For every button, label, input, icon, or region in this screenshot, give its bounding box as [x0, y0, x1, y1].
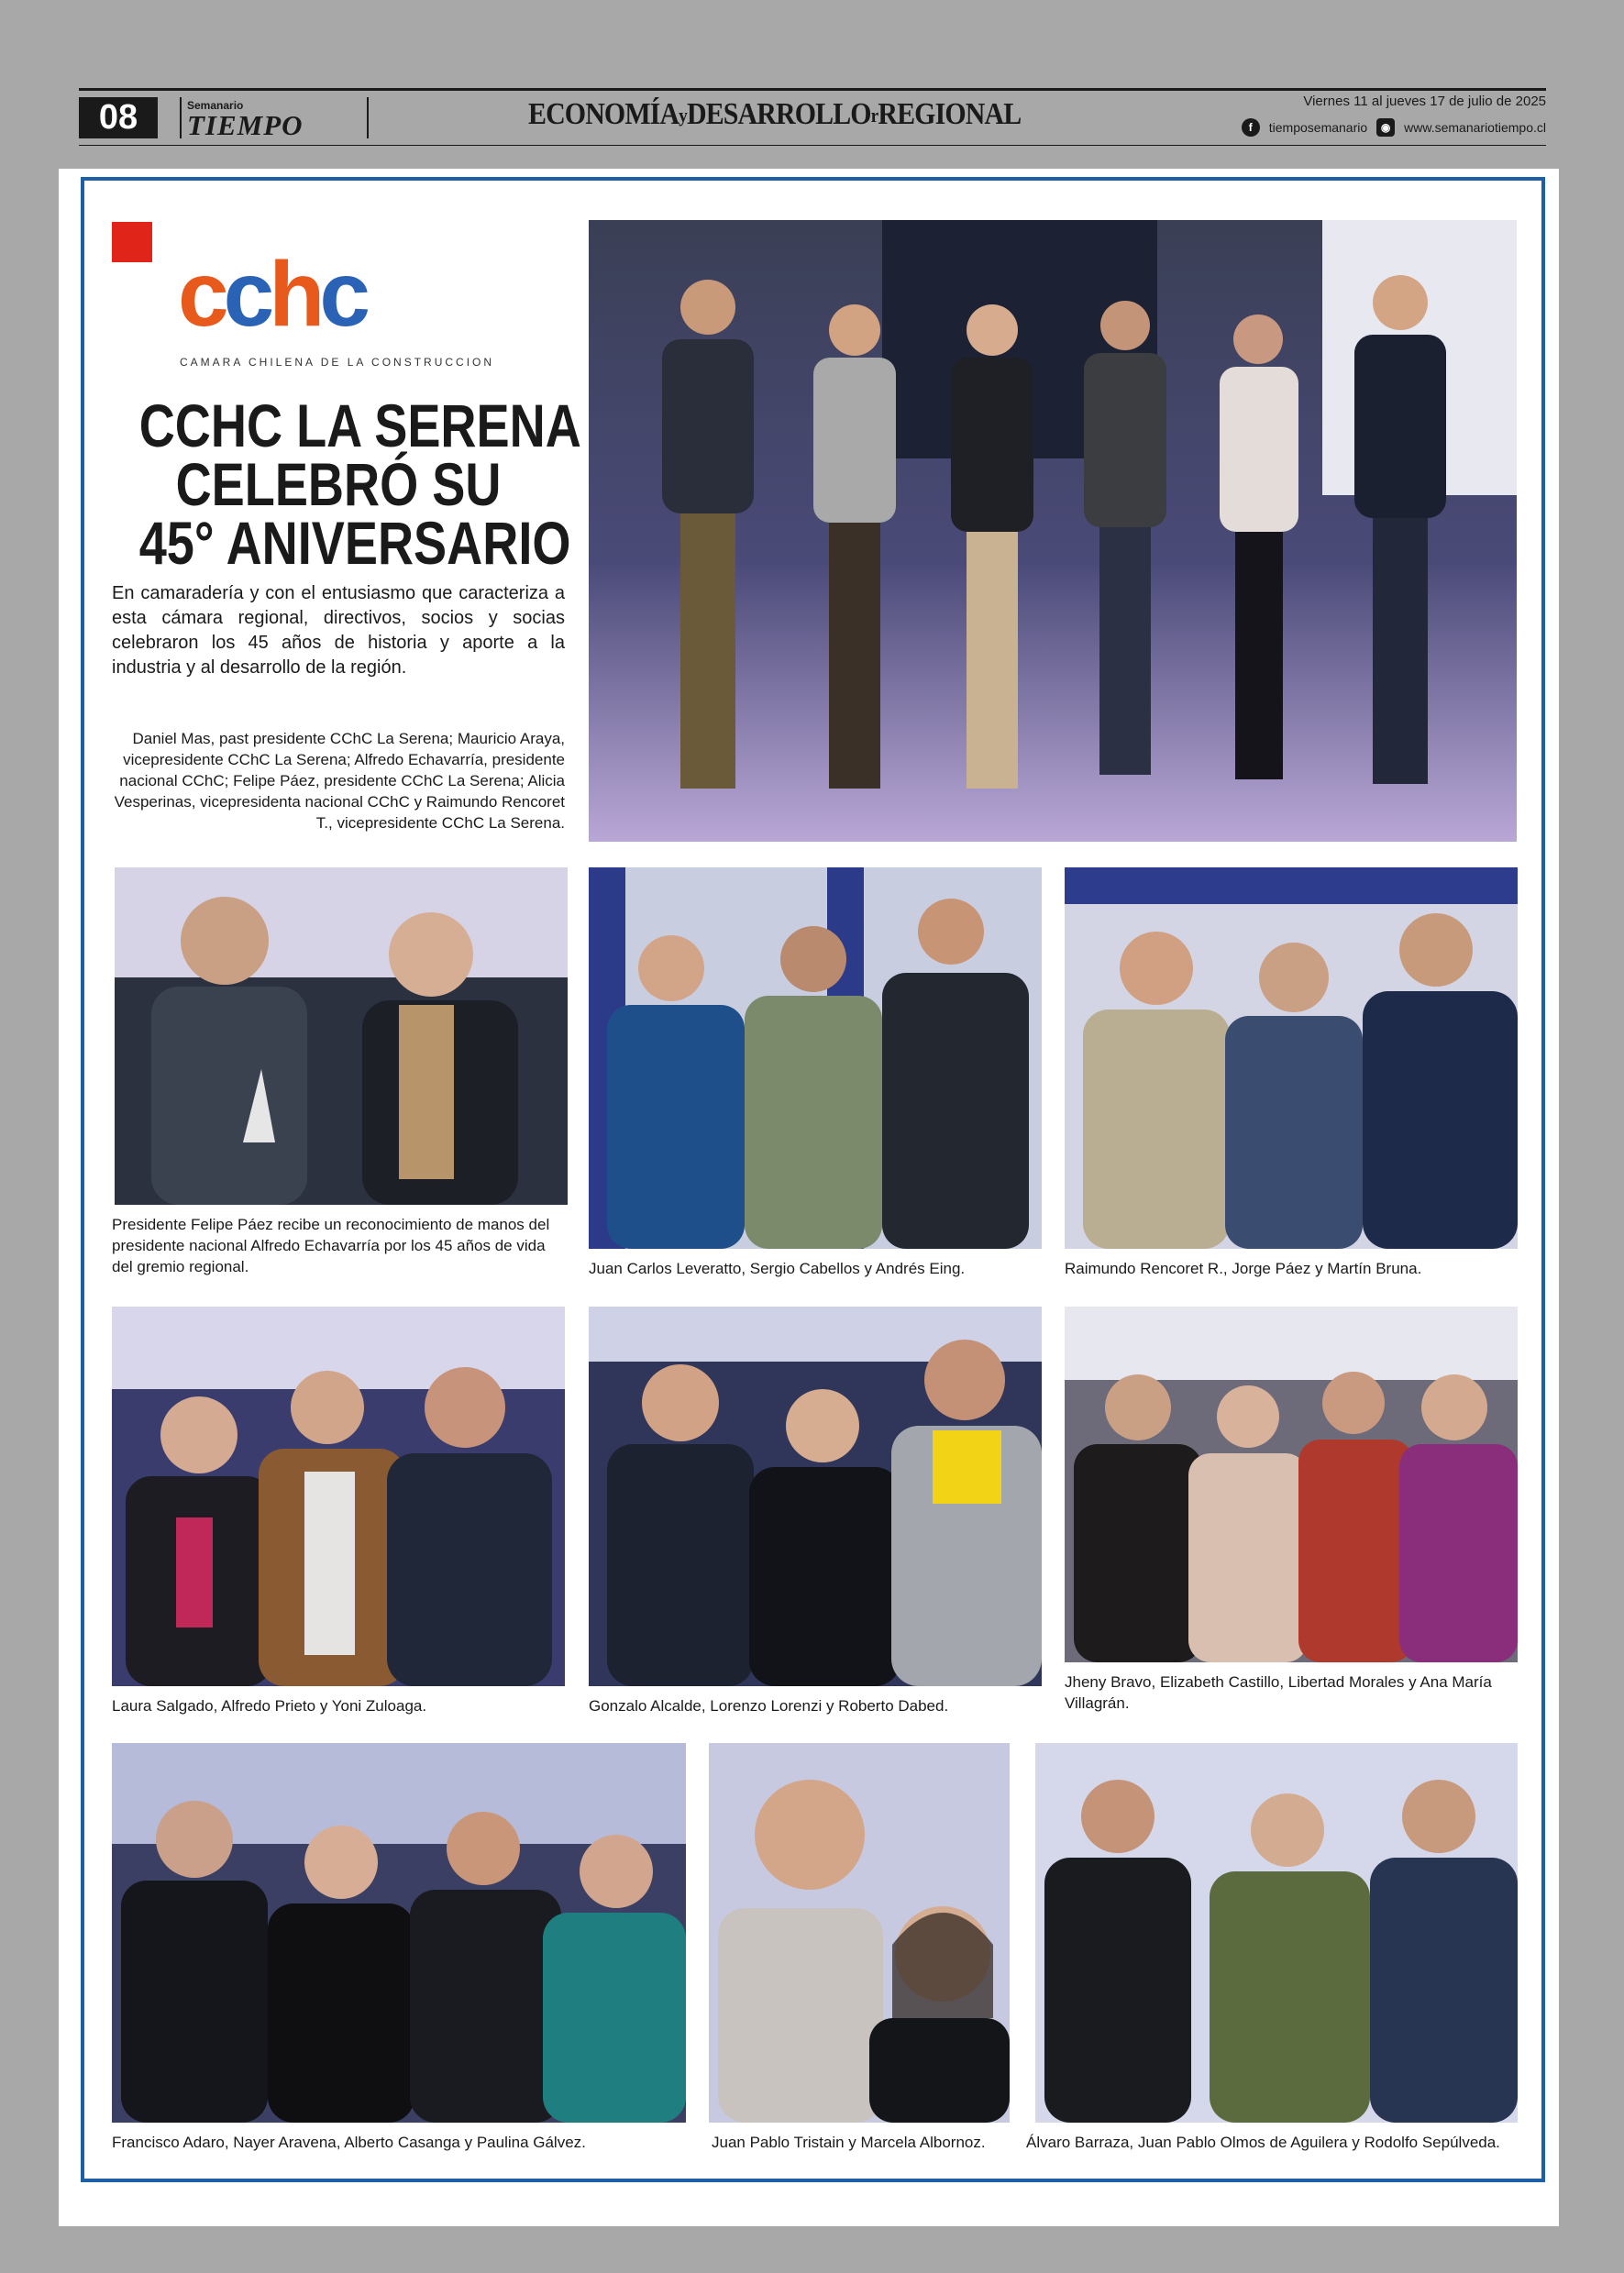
header-rule-top	[79, 88, 1546, 91]
caption-group-8: Juan Pablo Tristain y Marcela Albornoz.	[712, 2134, 986, 2151]
photo-group-3	[1065, 867, 1518, 1249]
caption-group-5: Gonzalo Alcalde, Lorenzo Lorenzi y Roberto Dabed.	[589, 1697, 949, 1715]
red-square-ornament	[112, 222, 152, 262]
article-intro: En camaradería y con el entusiasmo que caracteriza a esta cámara regional, directivos, socios y socias celebraron los 45 años de historia y aporte a la industria y al desarrollo de la región.	[112, 583, 565, 678]
page-header	[79, 88, 1546, 147]
headline-line: CELEBRÓ SU	[175, 450, 502, 518]
photo-group-6	[1065, 1307, 1518, 1662]
logo-letter: h	[269, 243, 320, 346]
brand-small: Semanario	[187, 99, 244, 112]
photo-award	[115, 867, 568, 1205]
logo-subtitle: CAMARA CHILENA DE LA CONSTRUCCION	[180, 356, 495, 369]
issue-date: Viernes 11 al jueves 17 de julio de 2025	[1303, 94, 1546, 109]
brand-large: TIEMPO	[187, 109, 304, 141]
section-title	[528, 97, 1021, 132]
headline-line: 45° ANIVERSARIO	[138, 509, 571, 577]
facebook-icon: f	[1242, 118, 1260, 137]
globe-icon: ◉	[1376, 118, 1395, 137]
header-rule-bottom	[79, 145, 1546, 146]
section-word-1: ECONOMÍA	[528, 97, 679, 131]
caption-group-2: Juan Carlos Leveratto, Sergio Cabellos y Andrés Eing.	[589, 1260, 966, 1277]
section-joiner-2: r	[870, 104, 878, 127]
section-word-2: DESARROLLO	[686, 97, 871, 131]
website-link[interactable]: www.semanariotiempo.cl	[1404, 120, 1546, 135]
main-group-photo	[589, 220, 1517, 842]
caption-group-9: Álvaro Barraza, Juan Pablo Olmos de Aguilera y Rodolfo Sepúlveda.	[1026, 2134, 1500, 2151]
photo-group-2	[589, 867, 1042, 1249]
section-joiner-1: y	[679, 104, 687, 127]
caption-group-6: Jheny Bravo, Elizabeth Castillo, Libertad Morales y Ana María Villagrán.	[1065, 1673, 1492, 1712]
logo-letter: c	[319, 243, 365, 346]
section-word-3: REGIONAL	[878, 97, 1022, 131]
caption-group-4: Laura Salgado, Alfredo Prieto y Yoni Zuloaga.	[112, 1697, 427, 1715]
headline-line: CCHC LA SERENA	[138, 392, 581, 459]
logo-letters	[178, 242, 365, 348]
main-photo-caption: Daniel Mas, past presidente CChC La Serena; Mauricio Araya, vicepresidente CChC La Serena; Alfredo Echavarría, presidente nacional CChC; Felipe Páez, presidente CChC La Serena; Alicia Vesperinas, vicepresidenta nacional CChC y Raimundo Rencoret T., vicepresidente CChC La Serena.	[114, 730, 565, 832]
photo-group-8	[709, 1743, 1010, 2123]
logo-letter: c	[178, 243, 224, 346]
caption-award: Presidente Felipe Páez recibe un reconocimiento de manos del presidente nacional Alfredo Echavarría por los 45 años de vida del gremio regional.	[112, 1216, 550, 1275]
photo-group-5	[589, 1307, 1042, 1686]
social-links	[1242, 118, 1546, 137]
logo-letter: c	[223, 243, 270, 346]
masthead-brand	[180, 97, 369, 141]
photo-group-9	[1035, 1743, 1518, 2123]
cchc-logo	[174, 243, 514, 369]
photo-group-4	[112, 1307, 565, 1686]
headline	[138, 392, 581, 577]
caption-group-3: Raimundo Rencoret R., Jorge Páez y Martín Bruna.	[1065, 1260, 1422, 1277]
photo-group-7	[112, 1743, 686, 2123]
social-handle[interactable]: tiemposemanario	[1268, 120, 1368, 135]
page-number: 08	[79, 97, 158, 138]
caption-group-7: Francisco Adaro, Nayer Aravena, Alberto Casanga y Paulina Gálvez.	[112, 2134, 586, 2151]
